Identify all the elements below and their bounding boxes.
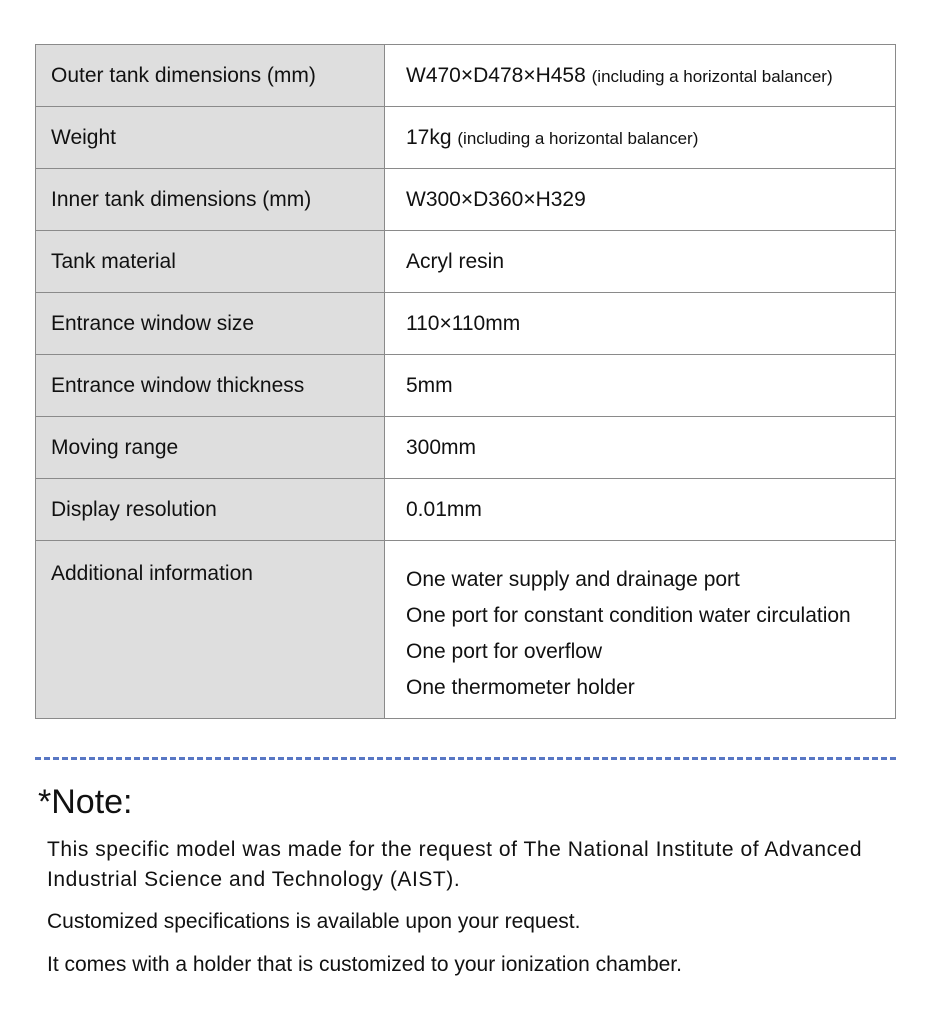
spec-value-note: (including a horizontal balancer)	[457, 128, 699, 148]
note-heading: *Note:	[38, 783, 133, 821]
spec-value: W300×D360×H329	[385, 169, 896, 231]
spec-label: Weight	[36, 107, 385, 169]
spec-value: 110×110mm	[385, 293, 896, 355]
table-row	[36, 541, 896, 719]
note-body	[47, 835, 907, 980]
list-item: One thermometer holder	[406, 676, 635, 699]
spec-label: Entrance window size	[36, 293, 385, 355]
dashed-divider	[35, 757, 896, 760]
spec-value-main: W470×D478×H458	[406, 63, 586, 87]
note-paragraph: Customized specifications is available upon your request.	[47, 910, 581, 933]
spec-value-main: 17kg	[406, 125, 452, 149]
spec-label: Display resolution	[36, 479, 385, 541]
spec-label: Inner tank dimensions (mm)	[36, 169, 385, 231]
spec-value: 300mm	[385, 417, 896, 479]
spec-value-list	[385, 541, 896, 719]
note-paragraph: This specific model was made for the request of The National Institute of Advanced Industrial Science and Technology (AIST).	[47, 838, 863, 891]
list-item: One port for overflow	[406, 640, 603, 663]
list-item: One port for constant condition water circulation	[406, 604, 851, 627]
spec-label: Additional information	[36, 541, 385, 719]
table-row	[36, 169, 896, 231]
spec-value: 0.01mm	[385, 479, 896, 541]
table-row	[36, 479, 896, 541]
spec-value: Acryl resin	[385, 231, 896, 293]
table-row	[36, 293, 896, 355]
table-row	[36, 45, 896, 107]
spec-label: Moving range	[36, 417, 385, 479]
table-row	[36, 417, 896, 479]
spec-label: Outer tank dimensions (mm)	[36, 45, 385, 107]
spec-value	[385, 107, 896, 169]
table-row	[36, 107, 896, 169]
table-row	[36, 231, 896, 293]
spec-value	[385, 45, 896, 107]
list-item: One water supply and drainage port	[406, 568, 740, 591]
table-row	[36, 355, 896, 417]
spec-label: Tank material	[36, 231, 385, 293]
note-paragraph: It comes with a holder that is customized to your ionization chamber.	[47, 953, 682, 976]
spec-table	[35, 44, 896, 719]
spec-label: Entrance window thickness	[36, 355, 385, 417]
spec-value-note: (including a horizontal balancer)	[591, 66, 833, 86]
spec-value: 5mm	[385, 355, 896, 417]
